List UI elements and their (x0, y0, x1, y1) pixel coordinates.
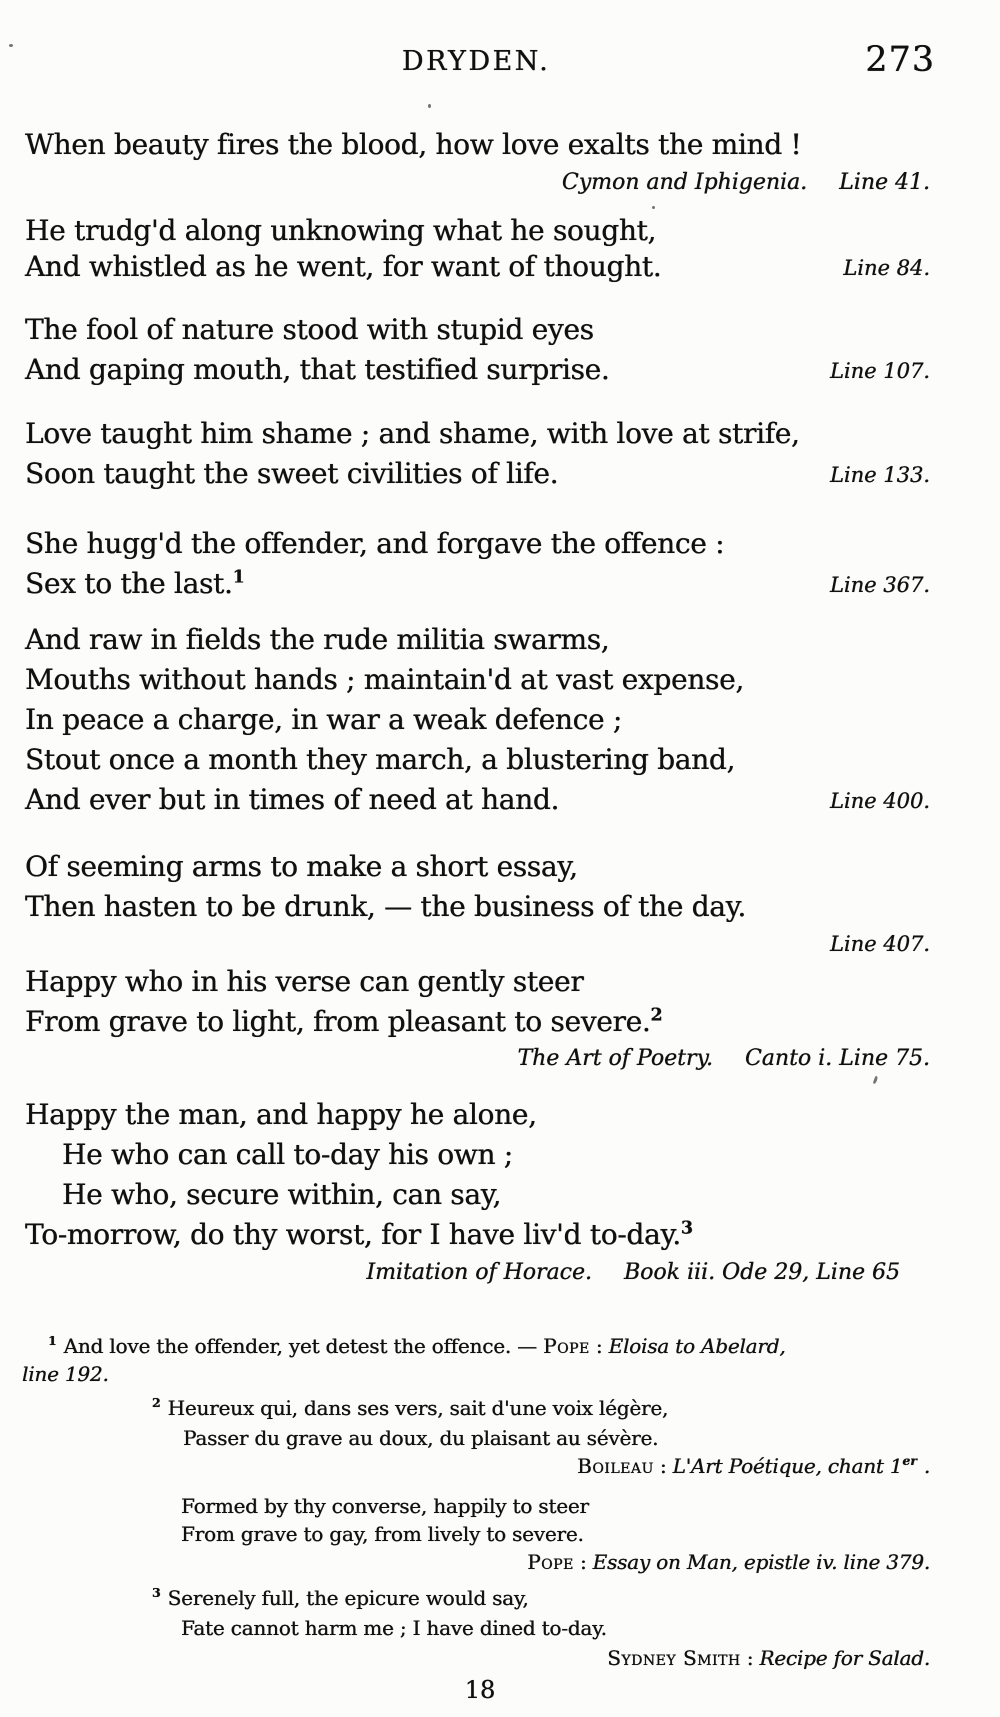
footnote-marker: 3 (152, 1585, 161, 1601)
footnote-line: Formed by thy converse, happily to steer (181, 1494, 589, 1518)
quote-line: Then hasten to be drunk, — the business of the day. (25, 890, 746, 923)
quote-line: Love taught him shame ; and shame, with love at strife, (25, 417, 800, 450)
author-name: Boileau (577, 1454, 654, 1478)
footnote-citation: Pope : Essay on Man, epistle iv. line 379. (527, 1550, 930, 1574)
quote-line: He who can call to-day his own ; (62, 1138, 513, 1171)
quote-line: Soon taught the sweet civilities of life. (25, 457, 559, 490)
quote-line: When beauty fires the blood, how love exalts the mind ! (25, 128, 802, 161)
line-ref: Line 367. (829, 573, 930, 597)
footnote-line: $^2$ Heureux qui, dans ses vers, sait d'une voix légère, (152, 1395, 669, 1420)
quote-line: The fool of nature stood with stupid eyes (25, 313, 594, 346)
footnote-citation: Boileau : L'Art Poétique, chant 1er . (577, 1453, 930, 1478)
quote-line: And raw in fields the rude militia swarms, (25, 623, 610, 656)
footnote-line: Fate cannot harm me ; I have dined to-day. (181, 1616, 607, 1640)
author-name: Pope (543, 1334, 590, 1358)
ordinal-superscript: er (902, 1453, 917, 1469)
footnote-line: From grave to gay, from lively to severe. (181, 1522, 584, 1546)
footnote-marker: 2 (650, 1005, 663, 1026)
footnote-line: $^1$ And love the offender, yet detest the offence. — Pope : Eloisa to Abelard, (48, 1333, 786, 1358)
footnote-marker: 1 (48, 1333, 57, 1349)
quote-line: In peace a charge, in war a weak defence ; (25, 703, 622, 736)
attribution-ref: Canto i. Line 75. (744, 1046, 930, 1071)
quote-line: And whistled as he went, for want of thought. (25, 250, 662, 283)
quote-line: Happy the man, and happy he alone, (25, 1098, 537, 1131)
scan-speck (873, 1076, 879, 1085)
attribution (562, 170, 930, 195)
quote-line: To-morrow, do thy worst, for I have liv'd to-day.$^3$ (25, 1218, 693, 1251)
page-header-title: DRYDEN. (401, 46, 551, 77)
quote-line: He trudg'd along unknowing what he sought, (25, 214, 657, 247)
page-number: 273 (865, 40, 935, 80)
author-name: Sydney Smith (607, 1646, 741, 1670)
scan-speck (9, 44, 13, 47)
attribution-ref: Line 41. (839, 170, 930, 195)
footnote-line: $^3$ Serenely full, the epicure would say, (152, 1585, 529, 1610)
quote-line: She hugg'd the offender, and forgave the offence : (25, 527, 725, 560)
footnote-citation: Sydney Smith : Recipe for Salad. (607, 1646, 930, 1670)
quote-line: Stout once a month they march, a blustering band, (25, 743, 736, 776)
footnote-line: line 192. (22, 1362, 109, 1386)
attribution-source: Cymon and Iphigenia. (561, 170, 808, 195)
footnote-line: Passer du grave au doux, du plaisant au sévère. (183, 1426, 659, 1450)
quote-line: Happy who in his verse can gently steer (25, 965, 584, 998)
quote-line: Sex to the last.$^1$ (25, 567, 245, 600)
work-title: L'Art Poétique, chant 1 (672, 1454, 903, 1478)
quote-line: He who, secure within, can say, (62, 1178, 502, 1211)
author-name: Pope (527, 1550, 574, 1574)
quote-line: From grave to light, from pleasant to severe.$^2$ (25, 1005, 663, 1038)
quote-line: And gaping mouth, that testified surprise. (25, 353, 610, 386)
line-ref: Line 400. (829, 789, 930, 813)
work-title: Recipe for Salad. (759, 1646, 930, 1670)
line-ref: Line 107. (829, 359, 930, 383)
footnote-marker: 2 (152, 1395, 161, 1411)
attribution (366, 1260, 900, 1285)
work-title: Essay on Man, epistle iv. line 379. (592, 1550, 930, 1574)
work-title: Eloisa to Abelard, (608, 1334, 786, 1358)
signature-mark: 18 (464, 1676, 496, 1704)
line-ref: Line 84. (843, 256, 930, 280)
footnote-marker: 3 (680, 1218, 693, 1239)
scan-speck (428, 104, 431, 108)
attribution-source: The Art of Poetry. (517, 1046, 713, 1071)
line-ref: Line 407. (829, 932, 930, 956)
footnote-marker: 1 (232, 567, 245, 588)
attribution-ref: Book iii. Ode 29, Line 65 (623, 1260, 900, 1285)
attribution (517, 1046, 930, 1071)
quote-line: And ever but in times of need at hand. (25, 783, 560, 816)
scan-speck (652, 206, 655, 209)
quote-line: Of seeming arms to make a short essay, (25, 850, 578, 883)
attribution-source: Imitation of Horace. (366, 1260, 592, 1285)
quote-line: Mouths without hands ; maintain'd at vast expense, (25, 663, 744, 696)
line-ref: Line 133. (829, 463, 930, 487)
